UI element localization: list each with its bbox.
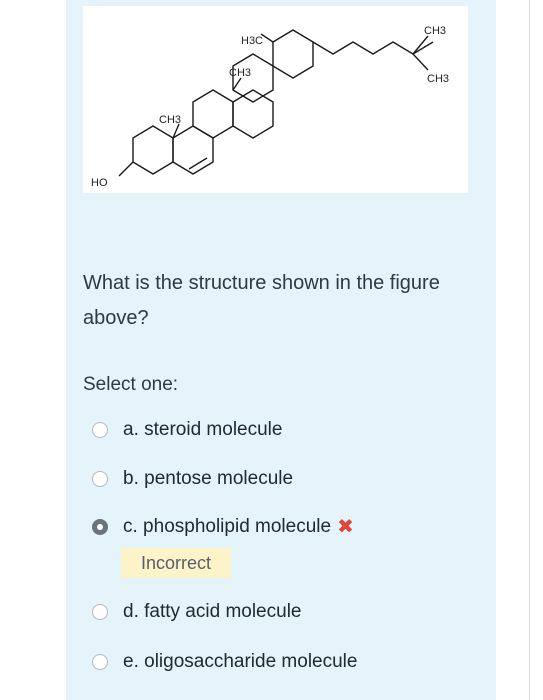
label-ch3-top-right: CH3: [424, 25, 447, 37]
option-label: a. steroid molecule: [123, 419, 283, 440]
radio-button[interactable]: [92, 604, 108, 620]
option-b[interactable]: [92, 466, 293, 492]
divider: [529, 0, 530, 700]
radio-button[interactable]: [92, 471, 108, 487]
radio-button[interactable]: [92, 422, 108, 438]
ring-c: [193, 90, 233, 138]
feedback-incorrect: Incorrect: [121, 548, 231, 578]
ring-a: [133, 126, 173, 174]
radio-button-selected[interactable]: [92, 519, 108, 535]
methyl-bond-mid: [233, 78, 241, 90]
steroid-structure-diagram: [83, 6, 468, 193]
option-label: e. oligosaccharide molecule: [123, 651, 358, 672]
option-a[interactable]: [92, 417, 282, 443]
label-h3c: H3C: [241, 35, 264, 47]
option-c[interactable]: [92, 514, 354, 540]
option-e[interactable]: [92, 649, 357, 675]
option-label: c. phospholipid molecule: [123, 516, 332, 537]
radio-dot: [97, 524, 103, 530]
close-icon: ✖: [337, 516, 354, 538]
ring-f: [273, 30, 313, 78]
option-label: d. fatty acid molecule: [123, 601, 302, 622]
option-label: b. pentose molecule: [123, 468, 294, 489]
question-text: What is the structure shown in the figure above?: [83, 272, 440, 329]
select-prompt: Select one:: [83, 374, 179, 395]
branch-down: [413, 54, 428, 70]
ring-d: [233, 90, 273, 138]
hydroxyl-bond: [119, 162, 133, 176]
option-d[interactable]: [92, 599, 301, 625]
radio-button[interactable]: [92, 654, 108, 670]
label-ch3-left: CH3: [159, 114, 182, 126]
label-ho: HO: [91, 177, 108, 189]
label-ch3-mid: CH3: [229, 67, 252, 79]
branch-up: [413, 36, 428, 54]
figure: [83, 6, 468, 193]
label-ch3-right-lower: CH3: [427, 73, 450, 85]
